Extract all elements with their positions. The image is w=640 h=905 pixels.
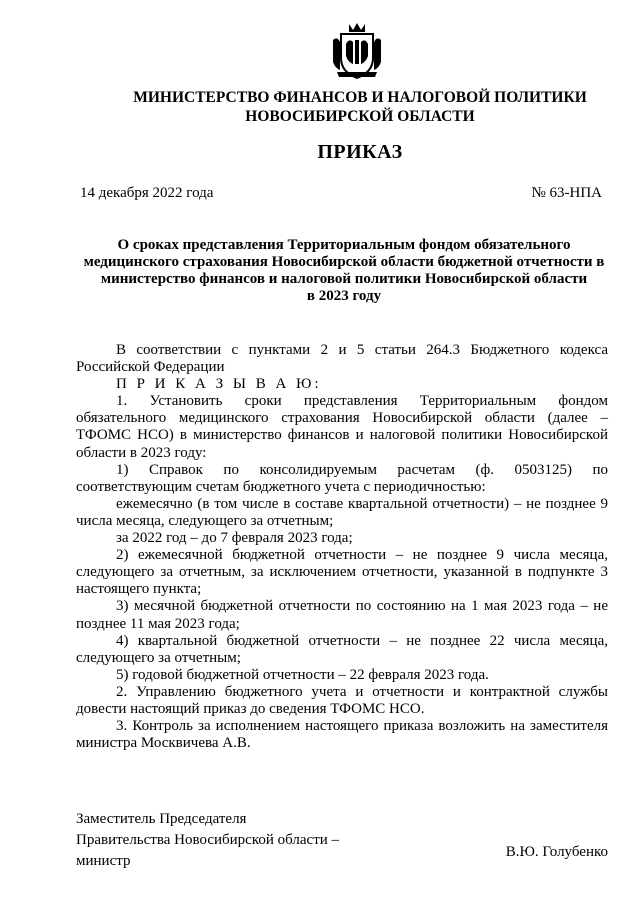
order-number: № 63-НПА [531, 185, 602, 201]
coat-of-arms-icon [331, 22, 383, 80]
order-verb: П Р И К А З Ы В А Ю: [116, 376, 322, 393]
signature-block [76, 809, 339, 872]
subject-line: медицинского страхования Новосибирской области бюджетной отчетности в [83, 254, 605, 270]
ministry-line-1: МИНИСТЕРСТВО ФИНАНСОВ И НАЛОГОВОЙ ПОЛИТИКИ [133, 89, 587, 106]
body-paragraph: 3. Контроль за исполнением настоящего приказа возложить на заместителя министра Москвичева А.В. [76, 718, 608, 752]
signer-name: В.Ю. Голубенко [505, 844, 608, 860]
subject-line: министерство финансов и налоговой политики Новосибирской области [100, 271, 588, 287]
body-paragraph: В соответствии с пунктами 2 и 5 статьи 264.3 Бюджетного кодекса Российской Федерации [76, 342, 608, 376]
signer-position-line: министр [76, 853, 131, 869]
body-paragraph: 4) квартальной бюджетной отчетности – не позднее 22 числа месяца, следующего за отчетным; [76, 632, 608, 666]
document-type-label: ПРИКАЗ [317, 141, 403, 163]
document-type [0, 141, 640, 164]
body-paragraph: 3) месячной бюджетной отчетности по состоянию на 1 мая 2023 года – не позднее 11 мая 2023 года; [76, 598, 608, 632]
signer-position-line: Заместитель Председателя [76, 811, 247, 827]
subject-line: в 2023 году [306, 288, 382, 304]
order-body [76, 342, 608, 752]
order-subject [76, 237, 612, 305]
body-paragraph: 2. Управлению бюджетного учета и отчетности и контрактной службы довести настоящий приказ до сведения ТФОМС НСО. [76, 683, 608, 717]
body-paragraph: ежемесячно (в том числе в составе квартальной отчетности) – не позднее 9 числа месяца, следующего за отчетным; [76, 495, 608, 529]
body-paragraph: 1) Справок по консолидируемым расчетам (ф. 0503125) по соответствующим счетам бюджетного учета с периодичностью: [76, 461, 608, 495]
subject-line: О сроках представления Территориальным фондом обязательного [117, 237, 571, 253]
body-paragraph: 5) годовой бюджетной отчетности – 22 февраля 2023 года. [116, 666, 489, 683]
order-date: 14 декабря 2022 года [80, 185, 214, 201]
body-paragraph: за 2022 год – до 7 февраля 2023 года; [116, 530, 353, 547]
body-paragraph: 1. Установить сроки представления Территориальным фондом обязательного медицинского страхования Новосибирской области (далее – ТФОМС НСО) в министерство финансов и налоговой политики Новосибирской области в 2023 году: [76, 393, 608, 461]
body-paragraph: 2) ежемесячной бюджетной отчетности – не позднее 9 числа месяца, следующего за отчетным, за исключением отчетности, указанной в подпункте 3 настоящего пункта; [76, 547, 608, 598]
ministry-name [0, 88, 640, 126]
ministry-line-2: НОВОСИБИРСКОЙ ОБЛАСТИ [245, 108, 475, 125]
signer-position-line: Правительства Новосибирской области – [76, 832, 340, 848]
